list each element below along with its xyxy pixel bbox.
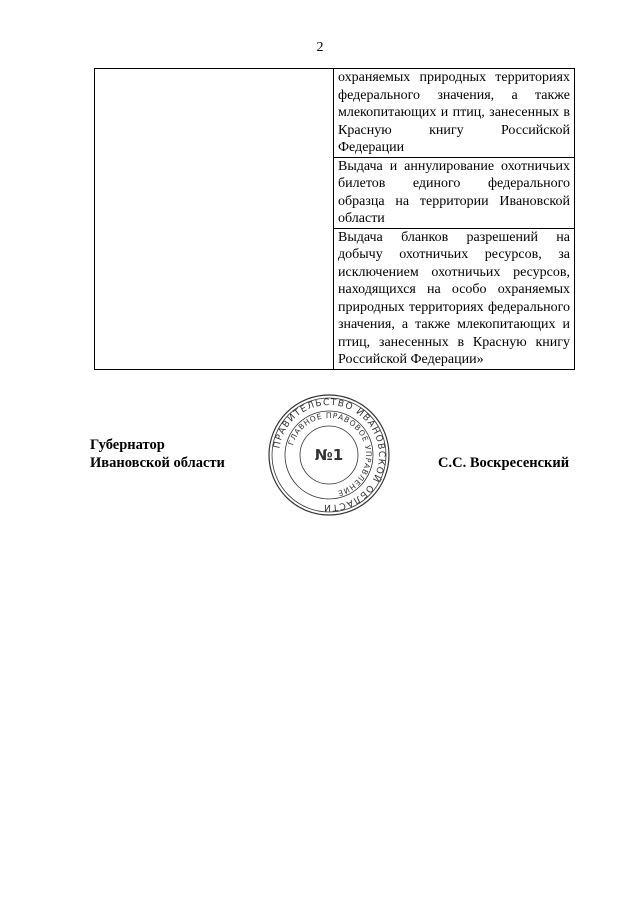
seal-outer-text: ПРАВИТЕЛЬСТВО ИВАНОВСКОЙ ОБЛАСТИ: [272, 397, 387, 513]
page-number: 2: [316, 40, 324, 55]
official-seal-icon: [267, 393, 391, 517]
seal-inner-text: ГЛАВНОЕ ПРАВОВОЕ УПРАВЛЕНИЕ: [286, 410, 374, 498]
signatory-name: С.С. Воскресенский: [438, 455, 570, 471]
services-table: [94, 68, 575, 370]
table-cell-right: охраняемых природных территориях федерального значения, а также млекопитающих и птиц, занесенных в Красную книгу Российской Федерации: [334, 69, 575, 158]
signatory-title: [90, 436, 225, 472]
signatory-title-line1: Губернатор: [90, 437, 165, 453]
seal-number: №1: [314, 446, 344, 464]
table-cell-right: Выдача бланков разрешений на добычу охотничьих ресурсов, за исключением охотничьих ресурсов, находящихся на особо охраняемых природных территориях федерального значения, а также млекопитающих и птиц, занесенных в Красную книгу Российской Федерации»: [334, 228, 575, 369]
table-cell-right: Выдача и аннулирование охотничьих билетов единого федерального образца на территории Ивановской области: [334, 157, 575, 228]
signatory-title-line2: Ивановской области: [90, 455, 225, 471]
table-row: [95, 69, 575, 158]
table-cell-left: [95, 69, 334, 370]
